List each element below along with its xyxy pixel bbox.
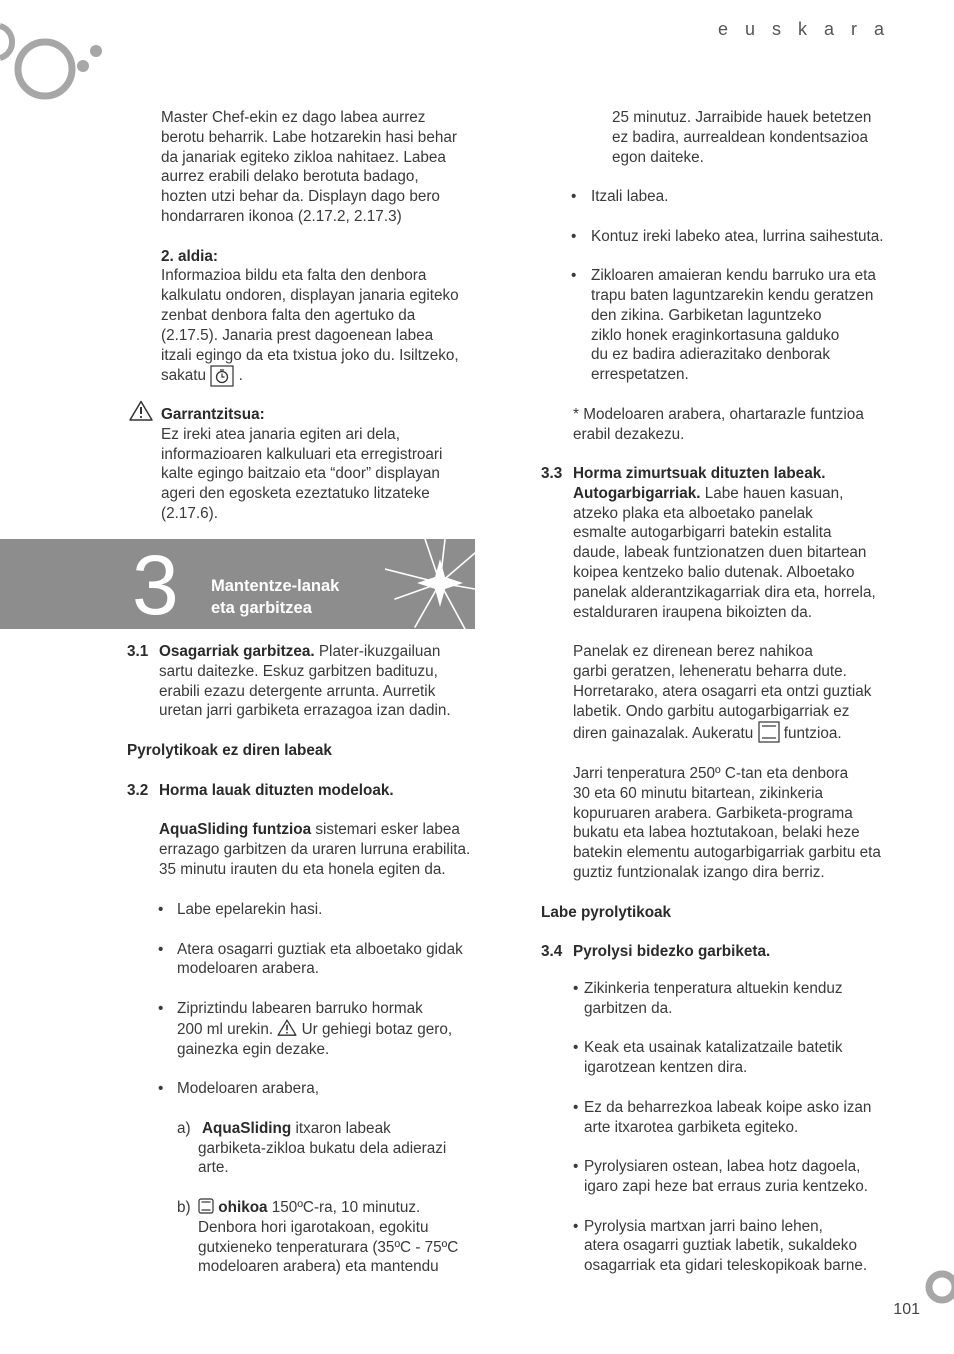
list-item: • Pyrolysiaren ostean, labea hotz dagoela, igaro zapi heze bat erraus zuria kentzeko. bbox=[573, 1158, 869, 1195]
list-item: • Modeloaren arabera, bbox=[158, 1080, 320, 1098]
warning-icon bbox=[129, 400, 153, 421]
aldia-heading: 2. aldia: bbox=[161, 247, 218, 265]
right-continuation: 25 minutuz. Jarraibide hauek betetzen ez badira, aurrealdean kondentsazioa egon daiteke. bbox=[612, 109, 872, 166]
heading-non-pyrolytic: Pyrolytikoak ez diren labeak bbox=[127, 741, 332, 759]
bullet-list-right bbox=[571, 187, 911, 385]
section-3-1: 3.1 Osagarriak garbitzea. Plater-ikuzgailuan sartu daitezke. Eskuz garbitzen badituzu, erabili ezazu detergente arrunta. Aurretik uretan jarri garbiketa errazagoa izan dadin. Pyrolytikoak ez diren labeak 3.2 Horma lauak dituzten modeloak. AquaSliding funtzioa sistemari esker labea errazago garbitzen da uraren lurruna erabilita. 35 minutu irauten du eta honela egiten da. bbox=[127, 642, 477, 880]
intro-paragraph: Master Chef-ekin ez dago labea aurrez berotu beharrik. Labe hotzarekin hasi behar da janariak egiteko zikloa nahitaez. Labea aurrez erabili delako berotuta badago, hozten utzi behar da. Displayn dago bero hondarraren ikonoa (2.17.2, 2.17.3) 2. aldia: Informazioa bildu eta falta den denbora kalkulatu ondoren, displayan janaria egiteko zenbat denbora falta den agertuko da (2.17.5). Janaria prest dagoenean labea itzali egingo da eta txistua joko du. Isiltzeko, sakatu . bbox=[161, 108, 481, 387]
list-item-a: a) AquaSliding itxaron labeak garbiketa-zikloa bukatu dela adierazi arte. bbox=[177, 1119, 447, 1177]
list-item: • Keak eta usainak katalizatzaile batetik igarotzean kentzen dira. bbox=[573, 1039, 843, 1077]
warning-block: Garrantzitsua: Ez ireki atea janaria egiten ari dela, informazioaren kalkuluari eta erregistroari kalte egingo baitzaio eta “door” displayan ageri den egosketa ezeztatuko litzateke (2.17.6). bbox=[161, 406, 443, 522]
section-3-3: 3.3 Horma zimurtsuak dituzten labeak. Autogarbigarriak. Labe hauen kasuan, atzeko plaka eta alboetako panelak esmalte autogarbigarri batekin estalita daude, labeak funtzionatzen duen bitartean koipea kentzeko balio dutenak. Alboetako panelak alderantzikagarriak dira eta, horrela, estalduraren iraupena bikoizten da. Panelak ez direnean berez nahikoa garbi geratzen, leheneratu beharra dute. Horretarako, atera osagarri eta ontzi guztiak labetik. Ondo garbitu autogarbigarriak ez diren gainazalak. Aukeratu funtzioa. Jarri tenperatura 250º C-tan eta denbora 30 eta 60 minutu bitartean, zikinkeria kopuruaren arabera. Garbiketa-programa bukatu eta labea hoztutakoan, belaki heze batekin elementu autogarbigarriak garbitu eta guztiz funtzionalak izango dira berriz. Labe pyrolytikoak 3.4 Pyrolysi bidezko garbiketa. bbox=[541, 464, 911, 962]
list-item: • Zikloaren amaieran kendu barruko ura eta trapu baten laguntzarekin kendu geratzen den zikina. Garbiketan laguntzeko ziklo honek eraginkortasuna galduko du ez badira adierazitako denborak errespetatzen. bbox=[571, 267, 876, 384]
pyrolysis-list bbox=[573, 979, 913, 1276]
timer-button-icon bbox=[210, 365, 234, 387]
heading-pyrolytic: Labe pyrolytikoak bbox=[541, 903, 672, 921]
model-note: * Modeloaren arabera, ohartarazle funtzioa erabil dezakezu. bbox=[573, 406, 864, 443]
section-banner bbox=[0, 539, 475, 629]
list-item: • Zipriztindu labearen barruko hormak 200 ml urekin. Ur gehiegi botaz gero, gainezka egin dezake. bbox=[158, 999, 453, 1058]
corner-ring-decoration bbox=[922, 1268, 954, 1306]
sparkle-icon bbox=[385, 539, 475, 629]
list-item-b: b) ohikoa 150ºC-ra, 10 minutuz. Denbora hori igarotakoan, egokitu gutxieneko tenperaturara (35ºC - 75ºC modeloaren arabera) eta mantendu bbox=[177, 1198, 459, 1276]
list-item: • Itzali labea. bbox=[571, 188, 669, 205]
section-title: Mantentze-lanak eta garbitzea bbox=[211, 577, 340, 617]
list-item: • Labe epelarekin hasi. bbox=[158, 901, 323, 918]
list-item: • Zikinkeria tenperatura altuekin kenduz garbitzen da. bbox=[573, 980, 843, 1017]
list-item: • Atera osagarri guztiak eta alboetako gidak modeloaren arabera. bbox=[158, 940, 463, 978]
page-number: 101 bbox=[893, 1301, 920, 1318]
bullet-list-left bbox=[158, 900, 478, 1277]
list-item: • Ez da beharrezkoa labeak koipe asko izan arte itxarotea garbiketa egiteko. bbox=[573, 1098, 872, 1136]
warning-icon bbox=[277, 1019, 297, 1036]
list-item: • Pyrolysia martxan jarri baino lehen, atera osagarri guztiak labetik, sukaldeko osagarriak eta gidari teleskopikoak barne. bbox=[573, 1217, 868, 1275]
language-label: e u s k a r a bbox=[717, 19, 890, 39]
self-clean-mode-icon bbox=[758, 721, 780, 743]
list-item: • Kontuz ireki labeko atea, lurrina saihestuta. bbox=[571, 227, 884, 245]
brand-logo bbox=[0, 22, 110, 104]
section-number: 3 bbox=[132, 539, 179, 629]
conventional-mode-icon bbox=[198, 1198, 214, 1214]
